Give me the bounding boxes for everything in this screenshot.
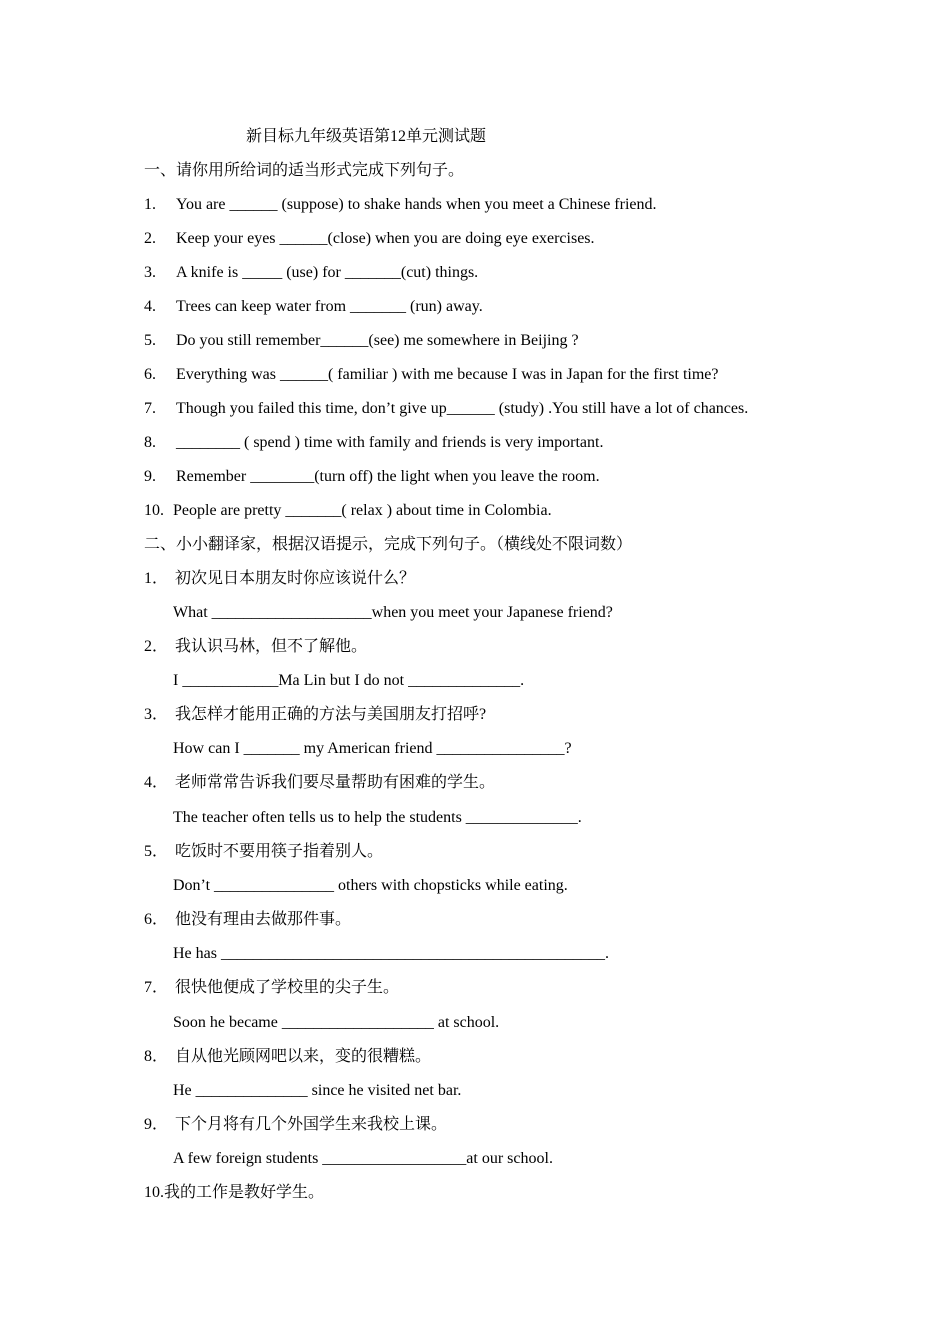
item-text: ________ ( spend ) time with family and friends is very important. <box>176 434 604 451</box>
item-number: 1． <box>144 570 169 587</box>
item-number: 4. <box>144 298 156 315</box>
exercise-item <box>144 195 657 215</box>
item-number: 2． <box>144 638 169 655</box>
translation-prompt <box>144 842 383 862</box>
item-number: 1. <box>144 196 156 213</box>
item-number: 5. <box>144 332 156 349</box>
translation-prompt <box>144 1047 431 1067</box>
item-number: 8. <box>144 434 156 451</box>
exercise-item <box>144 365 719 385</box>
item-number: 2. <box>144 230 156 247</box>
translation-answer: He has ________________________________________________. <box>173 945 609 962</box>
chinese-sentence: 老师常常告诉我们要尽量帮助有困难的学生。 <box>175 774 496 791</box>
chinese-sentence: 自从他光顾网吧以来，变的很糟糕。 <box>175 1048 432 1065</box>
item-text: Trees can keep water from _______ (run) away. <box>176 298 483 315</box>
translation-prompt <box>144 1115 447 1135</box>
translation-answer: A few foreign students __________________at our school. <box>173 1150 553 1167</box>
item-text: Remember ________(turn off) the light when you leave the room. <box>176 468 600 485</box>
translation-prompt <box>144 637 367 657</box>
item-number: 10. <box>144 502 164 519</box>
item-number: 5． <box>144 843 169 860</box>
item-number: 7． <box>144 979 169 996</box>
translation-answer: Soon he became ___________________ at school. <box>173 1014 500 1031</box>
translation-prompt <box>144 1183 324 1203</box>
item-text: A knife is _____ (use) for _______(cut) things. <box>176 264 479 281</box>
item-number: 10. <box>144 1184 164 1201</box>
item-text: Keep your eyes ______(close) when you are doing eye exercises. <box>176 230 595 247</box>
exercise-item <box>144 297 483 317</box>
exercise-item <box>144 399 748 419</box>
exercise-item <box>144 467 600 487</box>
chinese-sentence: 很快他便成了学校里的尖子生。 <box>175 979 400 996</box>
translation-answer: How can I _______ my American friend ________________? <box>173 740 572 757</box>
item-text: Though you failed this time, don’t give up______ (study) .You still have a lot of chances. <box>176 400 749 417</box>
translation-answer: Don’t _______________ others with chopsticks while eating. <box>173 877 568 894</box>
chinese-sentence: 初次见日本朋友时你应该说什么？ <box>175 570 416 587</box>
item-number: 3． <box>144 706 169 723</box>
translation-answer: What ____________________when you meet your Japanese friend? <box>173 604 613 621</box>
item-text: You are ______ (suppose) to shake hands when you meet a Chinese friend. <box>176 196 657 213</box>
exercise-item <box>144 331 579 351</box>
item-number: 6． <box>144 911 169 928</box>
section2-heading: 二、小小翻译家，根据汉语提示，完成下列句子。（横线处不限词数） <box>144 536 633 553</box>
chinese-sentence: 他没有理由去做那件事。 <box>175 911 352 928</box>
chinese-sentence: 我怎样才能用正确的方法与美国朋友打招呼? <box>175 706 487 723</box>
chinese-sentence: 吃饭时不要用筷子指着别人。 <box>175 843 384 860</box>
page-title: 新目标九年级英语第12单元测试题 <box>246 128 487 145</box>
chinese-sentence: 我的工作是教好学生。 <box>164 1184 325 1201</box>
item-number: 9. <box>144 468 156 485</box>
translation-answer: The teacher often tells us to help the students ______________. <box>173 809 582 826</box>
item-number: 9． <box>144 1116 169 1133</box>
translation-prompt <box>144 978 399 998</box>
section1-heading: 一、请你用所给词的适当形式完成下列句子。 <box>144 162 465 179</box>
translation-answer: He ______________ since he visited net bar. <box>173 1082 462 1099</box>
translation-prompt <box>144 773 495 793</box>
item-text: Do you still remember______(see) me somewhere in Beijing ? <box>176 332 579 349</box>
chinese-sentence: 我认识马林，但不了解他。 <box>175 638 368 655</box>
translation-prompt <box>144 705 486 725</box>
item-number: 4． <box>144 774 169 791</box>
item-number: 3. <box>144 264 156 281</box>
translation-prompt <box>144 569 415 589</box>
translation-answer: I ____________Ma Lin but I do not ______________. <box>173 672 525 689</box>
item-text: Everything was ______( familiar ) with me because I was in Japan for the first time? <box>176 366 719 383</box>
chinese-sentence: 下个月将有几个外国学生来我校上课。 <box>175 1116 448 1133</box>
translation-prompt <box>144 910 351 930</box>
exercise-item <box>144 263 478 283</box>
item-text: People are pretty _______( relax ) about time in Colombia. <box>173 502 552 519</box>
item-number: 6. <box>144 366 156 383</box>
exercise-item <box>144 501 552 521</box>
exercise-item <box>144 433 603 453</box>
exercise-item <box>144 229 595 249</box>
item-number: 7. <box>144 400 156 417</box>
item-number: 8． <box>144 1048 169 1065</box>
